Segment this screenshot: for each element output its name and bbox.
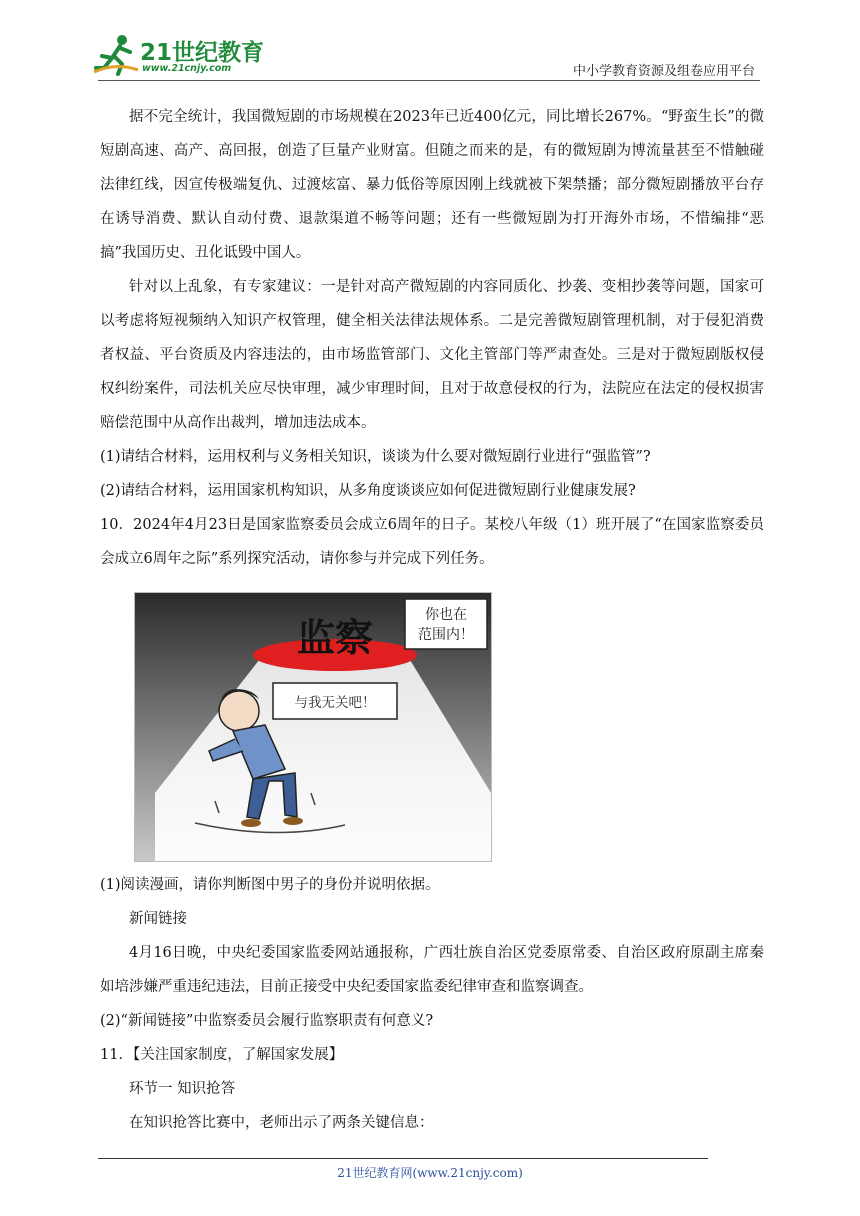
page-footer[interactable]: 21世纪教育网(www.21cnjy.com) [337,1166,523,1180]
news-link-heading: 新闻链接 [129,911,187,927]
footer-divider [98,1158,708,1159]
question-10-intro: 10．2024年4月23日是国家监察委员会成立6周年的日子。某校八年级（1）班开展了“在国家监察委员会成立6周年之际”系列探究活动，请你参与并完成下列任务。 [100,517,764,567]
logo-url: www.21cnjy.com [142,63,232,74]
comic-illustration [135,593,491,861]
bubble-top-line2: 范围内！ [418,627,474,643]
section-one-heading: 环节一 知识抢答 [129,1081,236,1097]
question-9-2: (2)请结合材料，运用国家机构知识，从多角度谈谈应如何促进微短剧行业健康发展? [100,483,636,499]
paragraph-experts: 针对以上乱象，有专家建议：一是针对高产微短剧的内容同质化、抄袭、变相抄袭等问题，国家可以考虑将短视频纳入知识产权管理，健全相关法律法规体系。二是完善微短剧管理机制，对于侵犯消费者权益、平台资质及内容违法的，由市场监管部门、文化主管部门等严肃查处。三是对于微短剧版权侵权纠纷案件，司法机关应尽快审理，减少审理时间，且对于故意侵权的行为，法院应在法定的侵权损害赔偿范围中从高作出裁判，增加违法成本。 [100,279,764,431]
question-10-1: (1)阅读漫画，请你判断图中男子的身份并说明依据。 [100,877,440,893]
platform-title: 中小学教育资源及组卷应用平台 [572,64,755,79]
page-content [100,100,764,1140]
bubble-man-text: 与我无关吧！ [294,695,376,711]
logo-text: 21世纪教育 [140,40,265,66]
section-one-intro: 在知识抢答比赛中，老师出示了两条关键信息： [129,1115,434,1131]
question-11-title: 11．【关注国家制度，了解国家发展】 [100,1047,344,1063]
news-link-text: 4月16日晚，中央纪委国家监委网站通报称，广西壮族自治区党委原常委、自治区政府原副主席秦如培涉嫌严重违纪违法，目前正接受中央纪委国家监委纪律审查和监察调查。 [100,945,764,995]
supervision-comic [134,592,492,862]
header-divider [98,80,760,81]
comic-banner: 监察 [296,616,374,660]
site-logo[interactable] [92,32,272,78]
runner-logo-icon [92,32,140,78]
bubble-top-line1: 你也在 [425,607,467,623]
page-header [0,0,860,84]
paragraph-market: 据不完全统计，我国微短剧的市场规模在2023年已近400亿元，同比增长267%。“野蛮生长”的微短剧高速、高产、高回报，创造了巨量产业财富。但随之而来的是，有的微短剧为博流量甚至不惜触碰法律红线，因宣传极端复仇、过渡炫富、暴力低俗等原因刚上线就被下架禁播；部分微短剧播放平台存在诱导消费、默认自动付费、退款渠道不畅等问题；还有一些微短剧为打开海外市场，不惜编排“恶搞”我国历史、丑化诋毁中国人。 [100,109,764,261]
question-10-2: (2)“新闻链接”中监察委员会履行监察职责有何意义? [100,1013,434,1029]
question-9-1: (1)请结合材料，运用权利与义务相关知识，谈谈为什么要对微短剧行业进行“强监管”? [100,449,651,465]
